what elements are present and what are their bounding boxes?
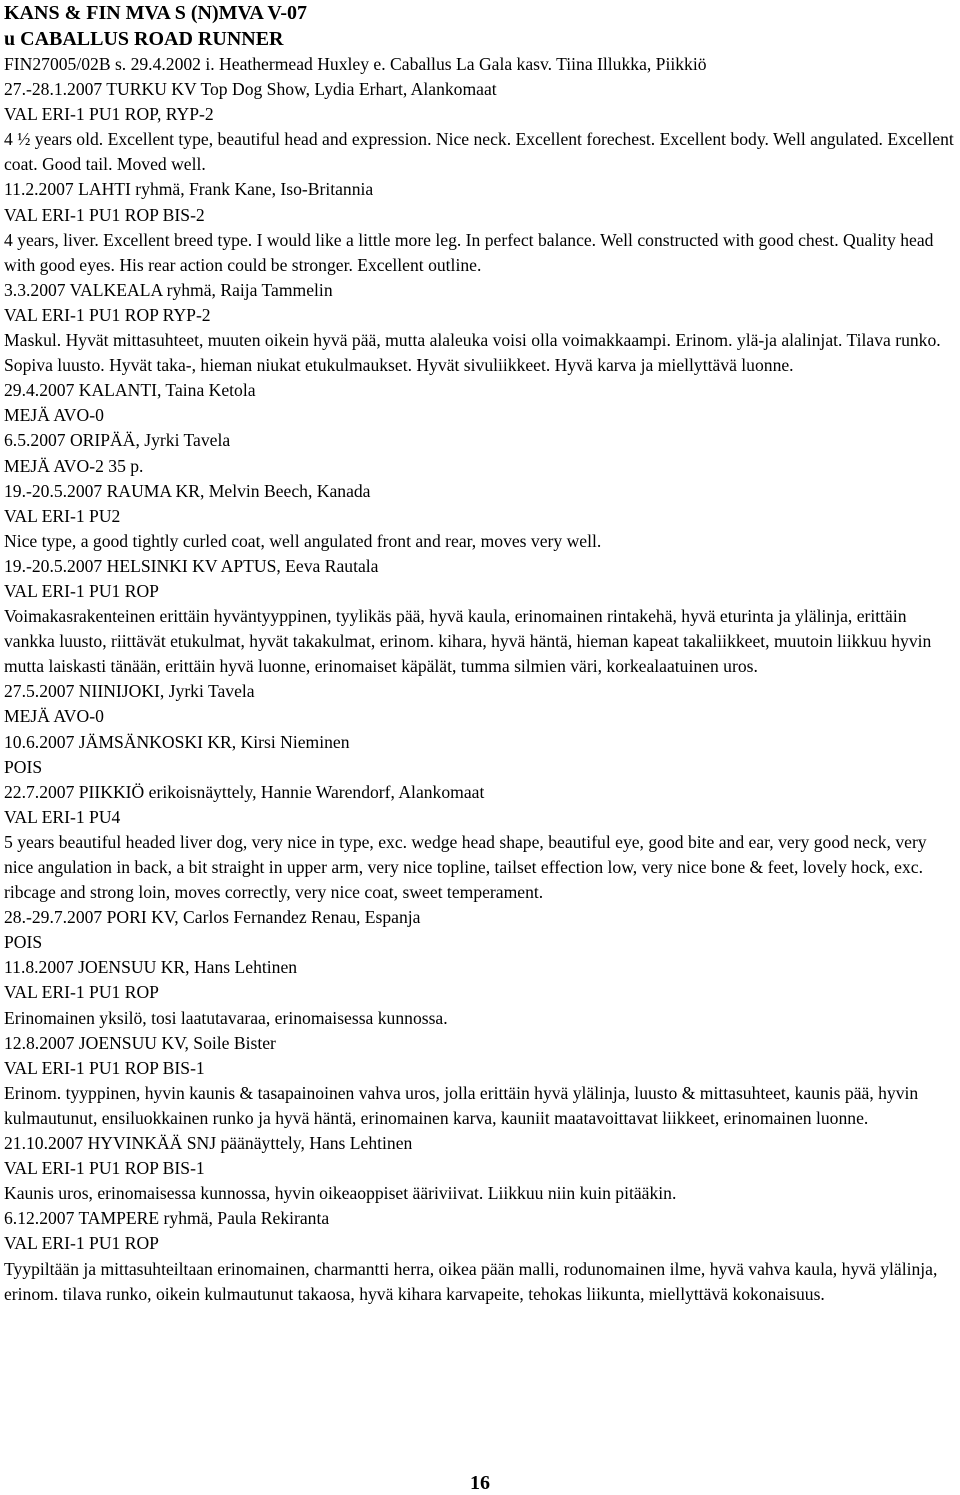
show-entry (4, 905, 958, 955)
title-line-1: KANS & FIN MVA S (N)MVA V-07 (4, 2, 307, 24)
show-entry (4, 1206, 958, 1306)
show-entry (4, 278, 958, 378)
document-body (4, 0, 958, 1307)
show-entry (4, 679, 958, 729)
show-result: MEJÄ AVO-0 (4, 706, 104, 727)
show-heading: 6.5.2007 ORIPÄÄ, Jyrki Tavela (4, 430, 231, 451)
show-result: VAL ERI-1 PU1 ROP (4, 1233, 159, 1254)
show-entry (4, 177, 958, 277)
show-entry (4, 1131, 958, 1206)
judge-critique: 5 years beautiful headed liver dog, very nice in type, exc. wedge head shape, beautiful eye, good bite and ear, very good neck, very nice angulation in back, a bit straight in upper arm, very nice topline, tailset effection low, very nice bone & feet, lovely hock, exc. ribcage and strong loin, moves correctly, very nice coat, sweet temperament. (4, 831, 927, 903)
show-heading: 29.4.2007 KALANTI, Taina Ketola (4, 380, 256, 401)
show-heading: 3.3.2007 VALKEALA ryhmä, Raija Tammelin (4, 279, 333, 300)
show-result: POIS (4, 756, 43, 777)
show-heading: 22.7.2007 PIIKKIÖ erikoisnäyttely, Hannie Warendorf, Alankomaat (4, 781, 485, 802)
show-heading: 6.12.2007 TAMPERE ryhmä, Paula Rekiranta (4, 1208, 330, 1229)
show-entry (4, 730, 958, 780)
show-entry (4, 955, 958, 1030)
judge-critique: Tyypiltään ja mittasuhteiltaan erinomainen, charmantti herra, oikea pään malli, rodunomainen ilme, hyvä vahva kaula, hyvä ylälinja, erinom. tilava runko, oikein kulmautunut takaosa, hyvä kihara karvapeite, tehokas liikunta, miellyttävä kokonaisuus. (4, 1258, 938, 1304)
show-result: VAL ERI-1 PU1 ROP RYP-2 (4, 304, 211, 325)
show-heading: 10.6.2007 JÄMSÄNKOSKI KR, Kirsi Nieminen (4, 731, 350, 752)
registration-line: FIN27005/02B s. 29.4.2002 i. Heathermead Huxley e. Caballus La Gala kasv. Tiina Illukka, Piikkiö (4, 54, 707, 74)
show-heading: 19.-20.5.2007 RAUMA KR, Melvin Beech, Kanada (4, 480, 371, 501)
judge-critique: Erinomainen yksilö, tosi laatutavaraa, erinomaisessa kunnossa. (4, 1007, 448, 1028)
show-entry (4, 554, 958, 679)
show-result: VAL ERI-1 PU1 ROP BIS-1 (4, 1158, 205, 1179)
show-heading: 19.-20.5.2007 HELSINKI KV APTUS, Eeva Rautala (4, 555, 379, 576)
show-entry (4, 479, 958, 554)
show-heading: 28.-29.7.2007 PORI KV, Carlos Fernandez Renau, Espanja (4, 907, 421, 928)
judge-critique: Voimakasrakenteinen erittäin hyväntyyppinen, tyylikäs pää, hyvä kaula, erinomainen rintakehä, hyvä eturinta ja ylälinja, erittäin vankka luusto, riittävät etukulmat, hyvät takakulmat, erinom. kihara, hyvä häntä, hieman kapeat takaliikkeet, muutoin liikkuu hyvin mutta laiskasti tänään, erittäin hyvä luonne, erinomaiset käpälät, tumma silmien väri, korkealaatuinen uros. (4, 606, 932, 677)
show-entry (4, 1031, 958, 1131)
show-heading: 27.5.2007 NIINIJOKI, Jyrki Tavela (4, 681, 255, 702)
show-entries (4, 77, 958, 1307)
judge-critique: Kaunis uros, erinomaisessa kunnossa, hyvin oikeaoppiset ääriviivat. Liikkuu niin kuin pitääkin. (4, 1183, 677, 1204)
show-result: VAL ERI-1 PU1 ROP (4, 982, 159, 1003)
title-line-2: u CABALLUS ROAD RUNNER (4, 28, 284, 50)
show-result: POIS (4, 932, 43, 953)
show-result: VAL ERI-1 PU1 ROP, RYP-2 (4, 104, 214, 125)
show-result: VAL ERI-1 PU2 (4, 505, 121, 526)
show-heading: 12.8.2007 JOENSUU KV, Soile Bister (4, 1032, 276, 1053)
show-heading: 11.2.2007 LAHTI ryhmä, Frank Kane, Iso-Britannia (4, 179, 374, 200)
show-result: VAL ERI-1 PU1 ROP BIS-1 (4, 1057, 205, 1078)
judge-critique: Erinom. tyyppinen, hyvin kaunis & tasapainoinen vahva uros, jolla erittäin hyvä ylälinja, luusto & mittasuhteet, kaunis pää, hyvin kulmautunut, ensiluokkainen runko ja hyvä häntä, erinomainen karva, kauniit maatavoittavat liikkeet, erinomainen luonne. (4, 1082, 919, 1128)
page-number: 16 (470, 1472, 490, 1494)
show-entry (4, 378, 958, 428)
judge-critique: 4 years, liver. Excellent breed type. I would like a little more leg. In perfect balance. Well constructed with good chest. Quality head with good eyes. His rear action could be stronger. Excellent outline. (4, 229, 934, 275)
show-result: MEJÄ AVO-0 (4, 405, 104, 426)
judge-critique: Nice type, a good tightly curled coat, well angulated front and rear, moves very well. (4, 530, 602, 551)
show-result: VAL ERI-1 PU4 (4, 806, 121, 827)
show-result: VAL ERI-1 PU1 ROP BIS-2 (4, 204, 205, 225)
show-heading: 11.8.2007 JOENSUU KR, Hans Lehtinen (4, 957, 298, 978)
show-entry (4, 428, 958, 478)
judge-critique: Maskul. Hyvät mittasuhteet, muuten oikein hyvä pää, mutta alaleuka voisi olla voimakkaampi. Erinom. ylä-ja alalinjat. Tilava runko. Sopiva luusto. Hyvät taka-, hieman niukat etukulmaukset. Hyvät sivuliikkeet. Hyvä karva ja miellyttävä luonne. (4, 330, 941, 376)
judge-critique: 4 ½ years old. Excellent type, beautiful head and expression. Nice neck. Excellent forechest. Excellent body. Well angulated. Excellent coat. Good tail. Moved well. (4, 129, 954, 175)
show-heading: 27.-28.1.2007 TURKU KV Top Dog Show, Lydia Erhart, Alankomaat (4, 79, 497, 100)
show-heading: 21.10.2007 HYVINKÄÄ SNJ päänäyttely, Hans Lehtinen (4, 1133, 413, 1154)
show-entry (4, 780, 958, 905)
show-entry (4, 77, 958, 177)
show-result: MEJÄ AVO-2 35 p. (4, 455, 144, 476)
show-result: VAL ERI-1 PU1 ROP (4, 580, 159, 601)
